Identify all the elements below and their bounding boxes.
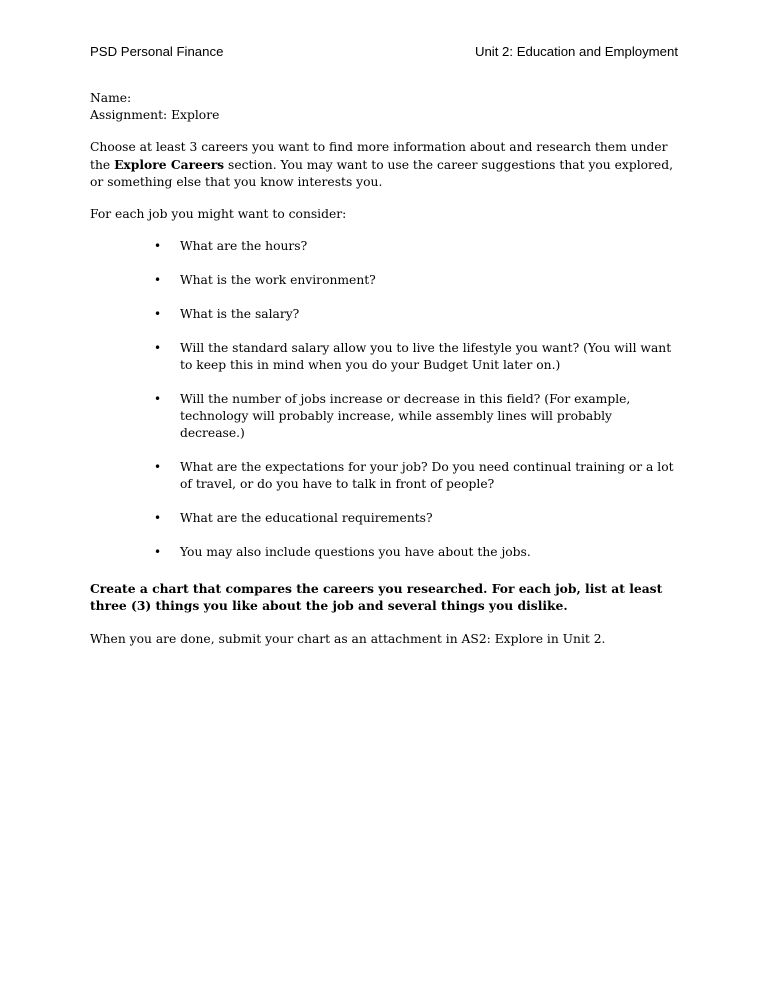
question-text: What are the hours? bbox=[180, 239, 308, 253]
bullet-icon: • bbox=[154, 239, 162, 253]
list-item bbox=[90, 459, 680, 493]
consider-label: For each job you might want to consider: bbox=[90, 207, 347, 221]
list-item bbox=[90, 510, 680, 527]
question-text: Will the standard salary allow you to live the lifestyle you want? (You will want to keep this in mind when you do your Budget Unit later on.) bbox=[180, 341, 672, 372]
question-text: What are the educational requirements? bbox=[180, 511, 433, 525]
list-item bbox=[90, 306, 680, 323]
list-item bbox=[90, 238, 680, 255]
header-unit-title: Unit 2: Education and Employment bbox=[474, 44, 678, 59]
questions-list bbox=[90, 238, 680, 561]
page-header bbox=[90, 44, 678, 64]
header-course-title: PSD Personal Finance bbox=[90, 44, 224, 59]
bullet-icon: • bbox=[154, 511, 162, 525]
submit-instruction: When you are done, submit your chart as an attachment in AS2: Explore in Unit 2. bbox=[90, 632, 606, 646]
intro-text-2: section. You may want to use the career suggestions that you explored, or something else that you know interests you. bbox=[90, 158, 673, 189]
question-text: Will the number of jobs increase or decrease in this field? (For example, technology will probably increase, while assembly lines will probably decrease.) bbox=[180, 392, 631, 440]
document-body bbox=[90, 90, 680, 663]
bullet-icon: • bbox=[154, 307, 162, 321]
assignment-meta bbox=[90, 90, 680, 124]
question-text: You may also include questions you have about the jobs. bbox=[180, 545, 531, 559]
question-text: What are the expectations for your job? Do you need continual training or a lot of travel, or do you have to talk in front of people? bbox=[180, 460, 674, 491]
list-item bbox=[90, 272, 680, 289]
bullet-icon: • bbox=[154, 341, 162, 355]
assignment-label: Assignment: Explore bbox=[90, 108, 220, 122]
question-text: What is the work environment? bbox=[180, 273, 376, 287]
list-item bbox=[90, 391, 680, 442]
list-item bbox=[90, 544, 680, 561]
question-text: What is the salary? bbox=[180, 307, 300, 321]
intro-paragraph bbox=[90, 139, 680, 191]
name-label: Name: bbox=[90, 91, 132, 105]
chart-instruction: Create a chart that compares the careers you researched. For each job, list at least three (3) things you like about the job and several things you dislike. bbox=[90, 581, 663, 613]
bullet-icon: • bbox=[154, 545, 162, 559]
list-item bbox=[90, 340, 680, 374]
intro-bold-text: Explore Careers bbox=[114, 157, 225, 172]
intro-text-1: Choose at least 3 careers you want to find more information about and research them under the bbox=[90, 140, 668, 172]
bullet-icon: • bbox=[154, 273, 162, 287]
bullet-icon: • bbox=[154, 392, 162, 406]
bullet-icon: • bbox=[154, 460, 162, 474]
